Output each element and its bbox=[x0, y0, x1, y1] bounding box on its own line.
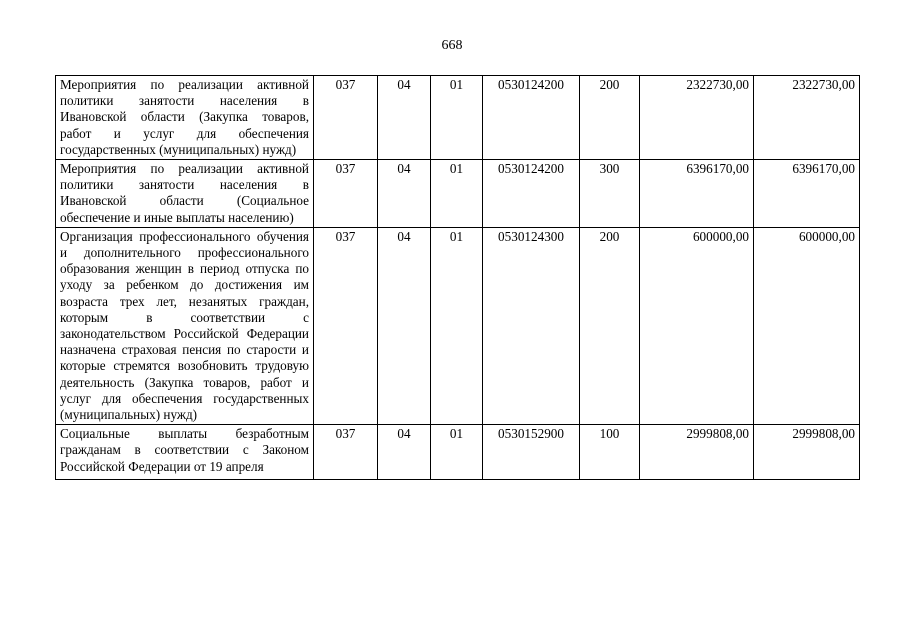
row-description: Социальные выплаты безработным гражданам в соответствии с Законом Российской Федерации от 19 апреля bbox=[56, 425, 314, 480]
row-description: Мероприятия по реализации активной политики занятости населения в Ивановской области (Социальное обеспечение и иные выплаты населению) bbox=[56, 160, 314, 228]
razdel-code: 04 bbox=[378, 76, 431, 160]
expense-type-code: 200 bbox=[580, 227, 640, 424]
table-row bbox=[56, 227, 860, 424]
amount-year-1: 600000,00 bbox=[640, 227, 754, 424]
razdel-code: 04 bbox=[378, 160, 431, 228]
glava-code: 037 bbox=[314, 76, 378, 160]
table-row bbox=[56, 76, 860, 160]
expense-type-code: 200 bbox=[580, 76, 640, 160]
podrazdel-code: 01 bbox=[431, 76, 483, 160]
amount-year-2: 2322730,00 bbox=[754, 76, 860, 160]
target-article-code: 0530124200 bbox=[483, 76, 580, 160]
razdel-code: 04 bbox=[378, 227, 431, 424]
table-row bbox=[56, 425, 860, 480]
podrazdel-code: 01 bbox=[431, 425, 483, 480]
amount-year-1: 2999808,00 bbox=[640, 425, 754, 480]
row-description: Мероприятия по реализации активной политики занятости населения в Ивановской области (Закупка товаров, работ и услуг для обеспечения государственных (муниципальных) нужд) bbox=[56, 76, 314, 160]
amount-year-1: 2322730,00 bbox=[640, 76, 754, 160]
target-article-code: 0530124300 bbox=[483, 227, 580, 424]
expense-type-code: 100 bbox=[580, 425, 640, 480]
amount-year-2: 2999808,00 bbox=[754, 425, 860, 480]
target-article-code: 0530124200 bbox=[483, 160, 580, 228]
podrazdel-code: 01 bbox=[431, 227, 483, 424]
glava-code: 037 bbox=[314, 425, 378, 480]
glava-code: 037 bbox=[314, 227, 378, 424]
page-number: 668 bbox=[441, 38, 463, 53]
amount-year-2: 600000,00 bbox=[754, 227, 860, 424]
amount-year-1: 6396170,00 bbox=[640, 160, 754, 228]
expense-type-code: 300 bbox=[580, 160, 640, 228]
table-row bbox=[56, 160, 860, 228]
glava-code: 037 bbox=[314, 160, 378, 228]
target-article-code: 0530152900 bbox=[483, 425, 580, 480]
amount-year-2: 6396170,00 bbox=[754, 160, 860, 228]
budget-table bbox=[55, 75, 860, 480]
row-description: Организация профессионального обучения и дополнительного профессионального образования женщин в период отпуска по уходу за ребенком до достижения им возраста трех лет, незанятых граждан, которым в соответствии с законодательством Российской Федерации назначена страховая пенсия по старости и которые стремятся возобновить трудовую деятельность (Закупка товаров, работ и услуг для обеспечения государственных (муниципальных) нужд) bbox=[56, 227, 314, 424]
podrazdel-code: 01 bbox=[431, 160, 483, 228]
razdel-code: 04 bbox=[378, 425, 431, 480]
